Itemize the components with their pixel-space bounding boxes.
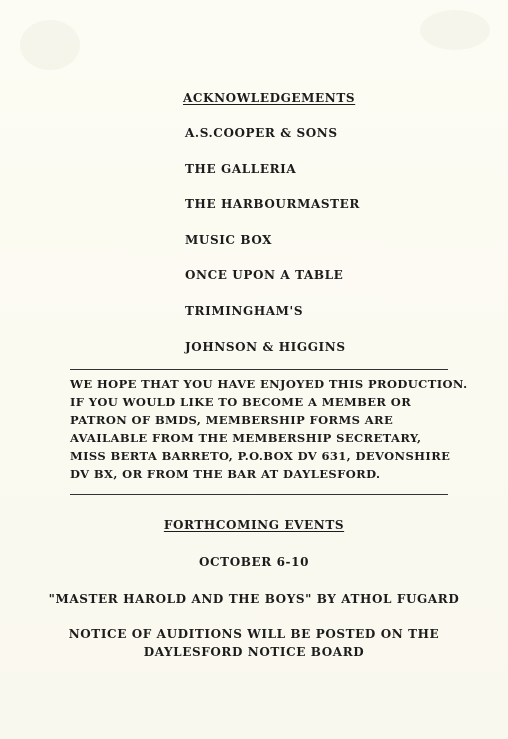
acknowledgement-item: TRIMINGHAM'S [185, 304, 304, 318]
message-line: DV BX, OR FROM THE BAR AT DAYLESFORD. [70, 467, 381, 481]
acknowledgements-heading: ACKNOWLEDGEMENTS [183, 91, 356, 105]
paper-stain [420, 10, 490, 50]
acknowledgement-item: A.S.COOPER & SONS [185, 126, 338, 140]
membership-message [70, 375, 468, 483]
event-date: OCTOBER 6-10 [198, 555, 310, 569]
divider-top [70, 369, 448, 370]
message-line: IF YOU WOULD LIKE TO BECOME A MEMBER OR [70, 395, 412, 409]
acknowledgement-item: THE GALLERIA [185, 162, 297, 176]
acknowledgement-item: THE HARBOURMASTER [185, 197, 360, 211]
message-line: AVAILABLE FROM THE MEMBERSHIP SECRETARY, [70, 431, 422, 445]
notice-line: DAYLESFORD NOTICE BOARD [143, 645, 365, 659]
message-line: MISS BERTA BARRETO, P.O.BOX DV 631, DEVONSHIRE [70, 449, 451, 463]
event-title: "MASTER HAROLD AND THE BOYS" BY ATHOL FUGARD [48, 592, 460, 606]
message-line: WE HOPE THAT YOU HAVE ENJOYED THIS PRODUCTION. [70, 377, 468, 391]
notice-line: NOTICE OF AUDITIONS WILL BE POSTED ON THE [68, 627, 440, 641]
paper-stain [20, 20, 80, 70]
acknowledgement-item: MUSIC BOX [185, 233, 273, 247]
acknowledgement-item: JOHNSON & HIGGINS [185, 340, 346, 354]
message-line: PATRON OF BMDS, MEMBERSHIP FORMS ARE [70, 413, 394, 427]
forthcoming-events-heading: FORTHCOMING EVENTS [163, 518, 345, 532]
acknowledgement-item: ONCE UPON A TABLE [185, 268, 344, 282]
divider-bottom [70, 494, 448, 495]
